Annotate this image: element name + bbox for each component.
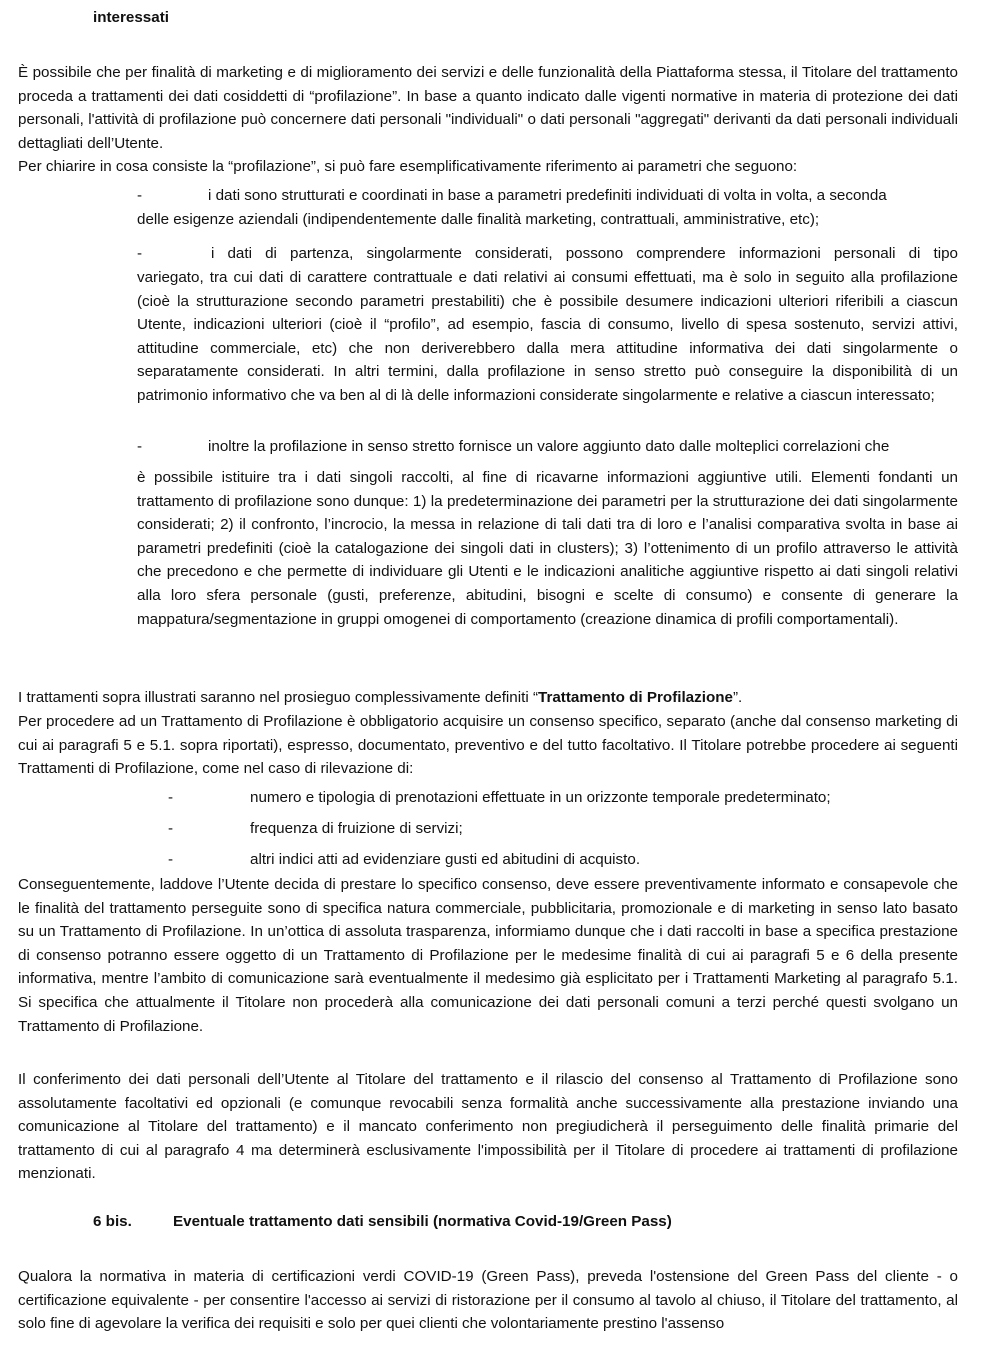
list-item-text: altri indici atti ad evidenziare gusti ed abitudini di acquisto. xyxy=(250,851,641,868)
paragraph-profilazione-parametri: Per chiarire in cosa consiste la “profilazione”, si può fare esemplificativamente riferimento ai parametri che seguono: xyxy=(18,158,798,175)
list-dash: - xyxy=(168,789,174,806)
list-dash: - xyxy=(168,851,174,868)
list-item-first-line: inoltre la profilazione in senso stretto fornisce un valore aggiunto dato dalle molteplici correlazioni che xyxy=(208,438,890,455)
heading-interessati: interessati xyxy=(93,9,169,26)
paragraph-profilazione-intro: È possibile che per finalità di marketing e di miglioramento dei servizi e delle funzionalità della Piattaforma stessa, il Titolare del trattamento proceda a trattamenti dei dati cosiddetti di “profilazione”. In base a quanto indicato dalle vigenti normative in materia di protezione dei dati personali, l'attività di profilazione può concernere dati personali "individuali" o dati personali "aggregati" derivanti da dati personali individuali dettagliati dell’Utente. xyxy=(18,64,958,152)
list-dash: - xyxy=(137,245,143,262)
paragraph-trattamento-definizione xyxy=(18,686,958,710)
list-dash: - xyxy=(137,187,143,204)
paragraph-conseguentemente: Conseguentemente, laddove l’Utente decida di prestare lo specifico consenso, deve essere preventivamente informato e consapevole che le finalità del trattamento perseguite sono di specifica natura commerciale, pubblicitaria, promozionale e di marketing in senso lato basato su un Trattamento di Profilazione. In un’ottica di assoluta trasparenza, informiamo dunque che i dati raccolti in base a specifica prestazione di consenso potranno essere oggetto di un Trattamento di Profilazione per le medesime finalità di cui ai paragrafi 5 e 6 della presente informativa, mentre l’ambito di comunicazione sarà eventualmente il medesimo già esplicitato per i Trattamenti Marketing al paragrafo 5.1. Si specifica che attualmente il Titolare non procederà alla comunicazione dei dati personali comuni a terzi perché questi svolgano un Trattamento di Profilazione. xyxy=(18,876,958,1035)
list-item-first-line: i dati di partenza, singolarmente considerati, possono comprendere informazioni personali di tipo xyxy=(211,245,958,262)
para3-before: I trattamenti sopra illustrati saranno nel prosieguo complessivamente definiti “ xyxy=(18,689,539,706)
para3-after: ”. xyxy=(732,689,743,706)
list-item-text: frequenza di fruizione di servizi; xyxy=(250,820,463,837)
list-item-continuation: delle esigenze aziendali (indipendentemente dalle finalità marketing, contrattuali, amministrative, etc); xyxy=(137,211,820,228)
list-item-first-line: i dati sono strutturati e coordinati in base a parametri predefiniti individuati di volta in volta, a seconda xyxy=(208,187,887,204)
list-item-continuation: è possibile istituire tra i dati singoli raccolti, al fine di ricavarne informazioni aggiuntive utili. Elementi fondanti un trattamento di profilazione sono dunque: 1) la predeterminazione dei parametri per la strutturazione dei dati singolarmente considerati; 2) il confronto, l’incrocio, la messa in relazione di tali dati tra di loro e l’analisi comparativa svolta in base ai parametri predefiniti (cioè la catalogazione dei singoli dati in clusters); 3) l’ottenimento di un profilo attraverso le attività che precedono e che permette di individuare gli Utenti e le indicazioni analitiche aggiuntive rispetto ai dati singoli relativi alla loro sfera personale (gusti, preferenze, abitudini, bisogni e scelte di consumo) e consente di generare la mappatura/segmentazione in gruppi omogenei di comportamento (creazione dinamica di profili comportamentali). xyxy=(137,469,958,628)
list-dash: - xyxy=(137,438,143,455)
paragraph-consenso-obbligatorio: Per procedere ad un Trattamento di Profilazione è obbligatorio acquisire un consenso specifico, separato (anche dal consenso marketing di cui ai paragrafi 5 e 5.1. sopra riportati), espresso, documentato, preventivo e del tutto facoltativo. Il Titolare potrebbe procedere ai seguenti Trattamenti di Profilazione, come nel caso di rilevazione di: xyxy=(18,713,958,778)
list-item-continuation: variegato, tra cui dati di carattere contrattuale e dati relativi ai consumi effettuati, ma è solo in seguito alla profilazione (cioè la strutturazione secondo parametri prestabiliti) che è possibile desumere indicazioni ulteriori riferibili a ciascun Utente, indicazioni ulteriori (cioè il “profilo”, ad esempio, fascia di consumo, livello di spesa sostenuto, servizi attivi, attitudine commerciale, etc) che non deriverebbero dalla mera attitudine informativa dei dati singolarmente o separatamente considerati. In altri termini, dalla profilazione in senso stretto può conseguire la disponibilità di un patrimonio informativo che va ben al di là delle informazioni considerate singolarmente e relative a ciascun interessato; xyxy=(137,269,958,404)
para3-bold-term: Trattamento di Profilazione xyxy=(538,689,733,706)
paragraph-green-pass: Qualora la normativa in materia di certificazioni verdi COVID-19 (Green Pass), preveda l'ostensione del Green Pass del cliente - o certificazione equivalente - per consentire l'accesso ai servizi di ristorazione per il consumo al tavolo al chiuso, il Titolare del trattamento, al solo fine di agevolare la verifica dei requisiti e solo per quei clienti che volontariamente prestino l'assenso xyxy=(18,1268,958,1333)
section-title: Eventuale trattamento dati sensibili (normativa Covid-19/Green Pass) xyxy=(173,1213,672,1230)
paragraph-conferimento-dati: Il conferimento dei dati personali dell’Utente al Titolare del trattamento e il rilascio del consenso al Trattamento di Profilazione sono assolutamente facoltativi ed opzionali (e comunque revocabili senza formalità anche successivamente alla prestazione inviando una comunicazione al Titolare del trattamento) e il mancato conferimento non pregiudicherà il perseguimento delle finalità primarie del trattamento di cui al paragrafo 4 ma determinerà esclusivamente l'impossibilità per il Titolare di procedere ai trattamenti di profilazione menzionati. xyxy=(18,1071,958,1183)
list-item-text: numero e tipologia di prenotazioni effettuate in un orizzonte temporale predeterminato; xyxy=(250,789,831,806)
section-number: 6 bis. xyxy=(93,1213,132,1230)
list-dash: - xyxy=(168,820,174,837)
